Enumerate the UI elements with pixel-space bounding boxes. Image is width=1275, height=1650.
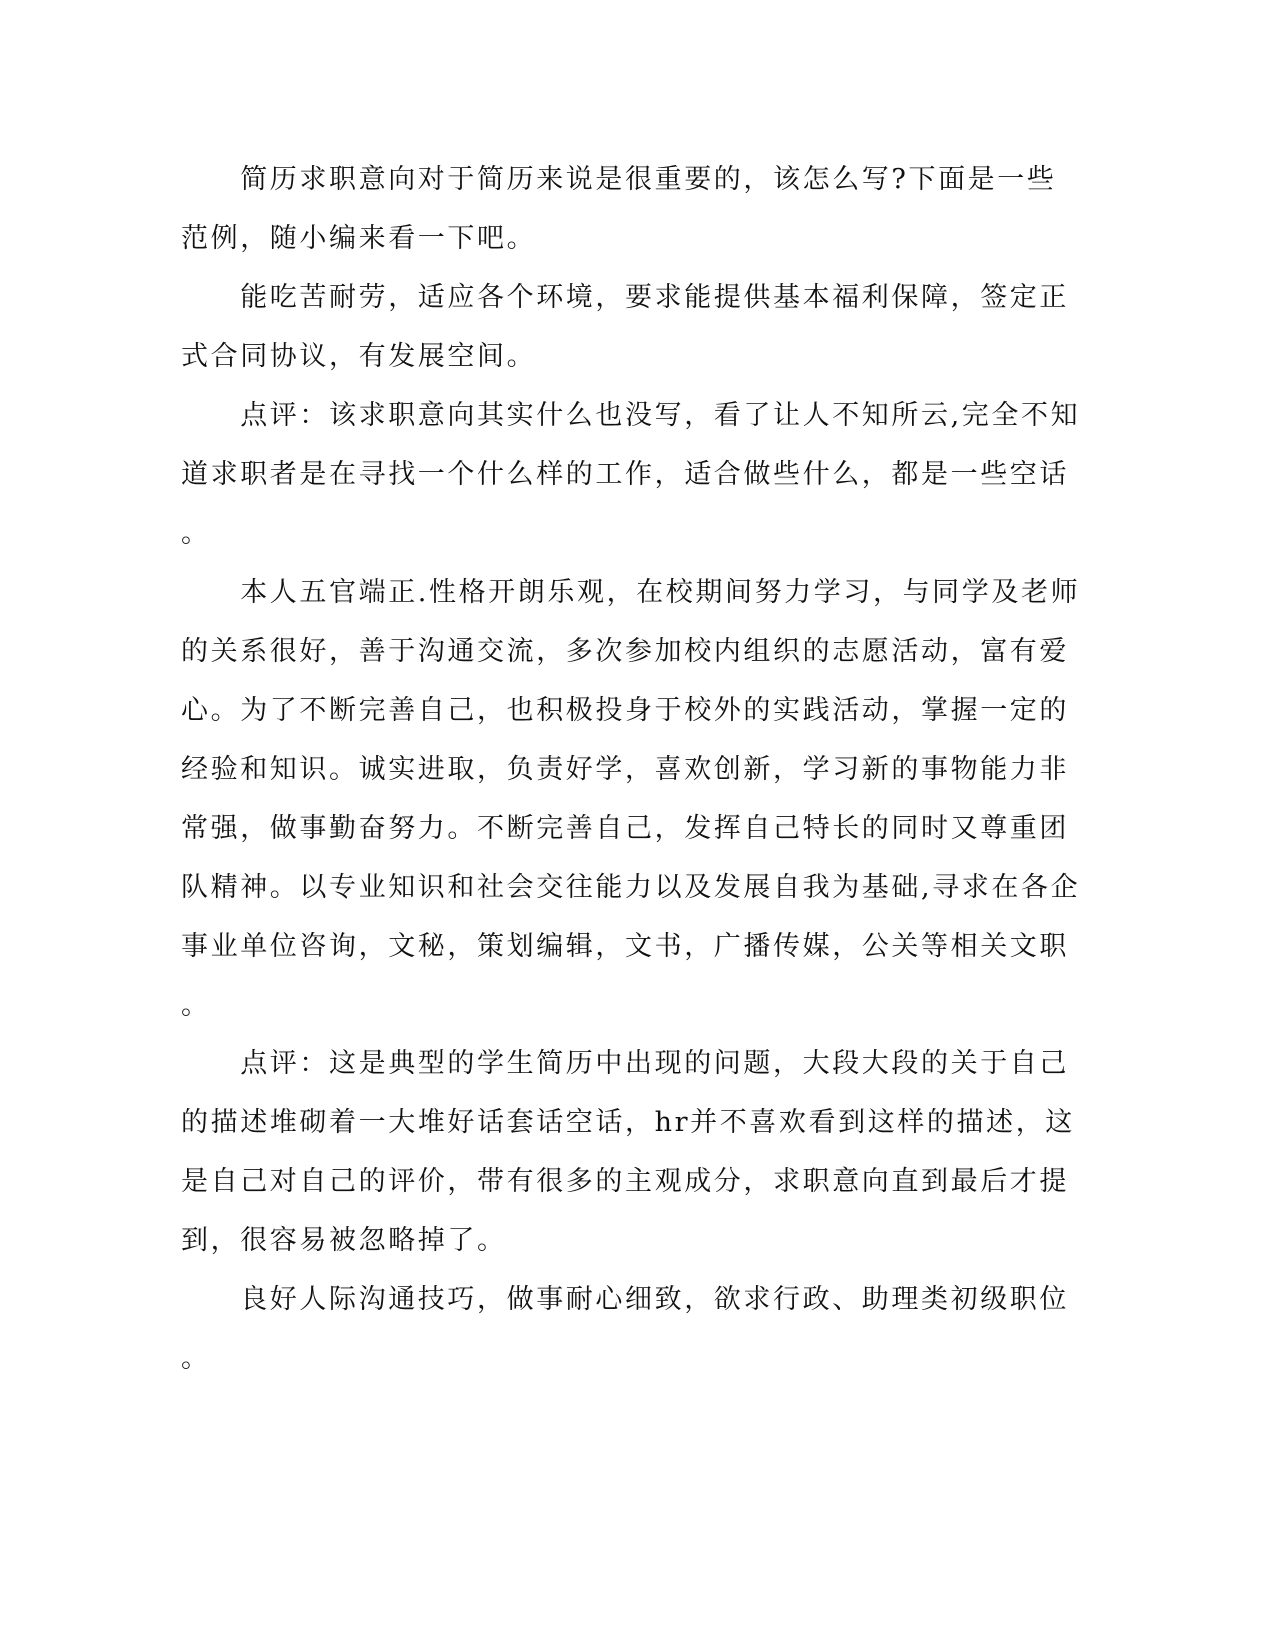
text-line: 是自己对自己的评价，带有很多的主观成分，求职意向直到最后才提	[181, 1166, 1069, 1197]
text-line: 队精神。以专业知识和社会交往能力以及发展自我为基础,寻求在各企	[181, 872, 1081, 903]
text-line: 点评：该求职意向其实什么也没写，看了让人不知所云,完全不知	[181, 400, 1081, 431]
text-line: 的关系很好，善于沟通交流，多次参加校内组织的志愿活动，富有爱	[181, 636, 1069, 667]
text-line: 到，很容易被忽略掉了。	[181, 1225, 507, 1256]
text-line: 。	[181, 1343, 211, 1374]
text-line: 式合同协议，有发展空间。	[181, 341, 537, 372]
text-line: 心。为了不断完善自己，也积极投身于校外的实践活动，掌握一定的	[181, 695, 1069, 726]
text-line: 经验和知识。诚实进取，负责好学，喜欢创新，学习新的事物能力非	[181, 754, 1069, 785]
text-line: 。	[181, 518, 211, 549]
text-line: 。	[181, 990, 211, 1021]
text-line: 良好人际沟通技巧，做事耐心细致，欲求行政、助理类初级职位	[181, 1284, 1069, 1315]
text-line: 本人五官端正.性格开朗乐观，在校期间努力学习，与同学及老师	[181, 577, 1081, 608]
text-line: 点评：这是典型的学生简历中出现的问题，大段大段的关于自己	[181, 1048, 1069, 1079]
text-line: 的描述堆砌着一大堆好话套话空话，hr并不喜欢看到这样的描述，这	[181, 1107, 1075, 1138]
text-line: 简历求职意向对于简历来说是很重要的，该怎么写?下面是一些	[181, 164, 1057, 195]
text-line: 道求职者是在寻找一个什么样的工作，适合做些什么，都是一些空话	[181, 459, 1069, 490]
text-line: 范例，随小编来看一下吧。	[181, 223, 537, 254]
text-line: 事业单位咨询，文秘，策划编辑，文书，广播传媒，公关等相关文职	[181, 931, 1069, 962]
text-line: 常强，做事勤奋努力。不断完善自己，发挥自己特长的同时又尊重团	[181, 813, 1069, 844]
text-line: 能吃苦耐劳，适应各个环境，要求能提供基本福利保障，签定正	[181, 282, 1069, 313]
